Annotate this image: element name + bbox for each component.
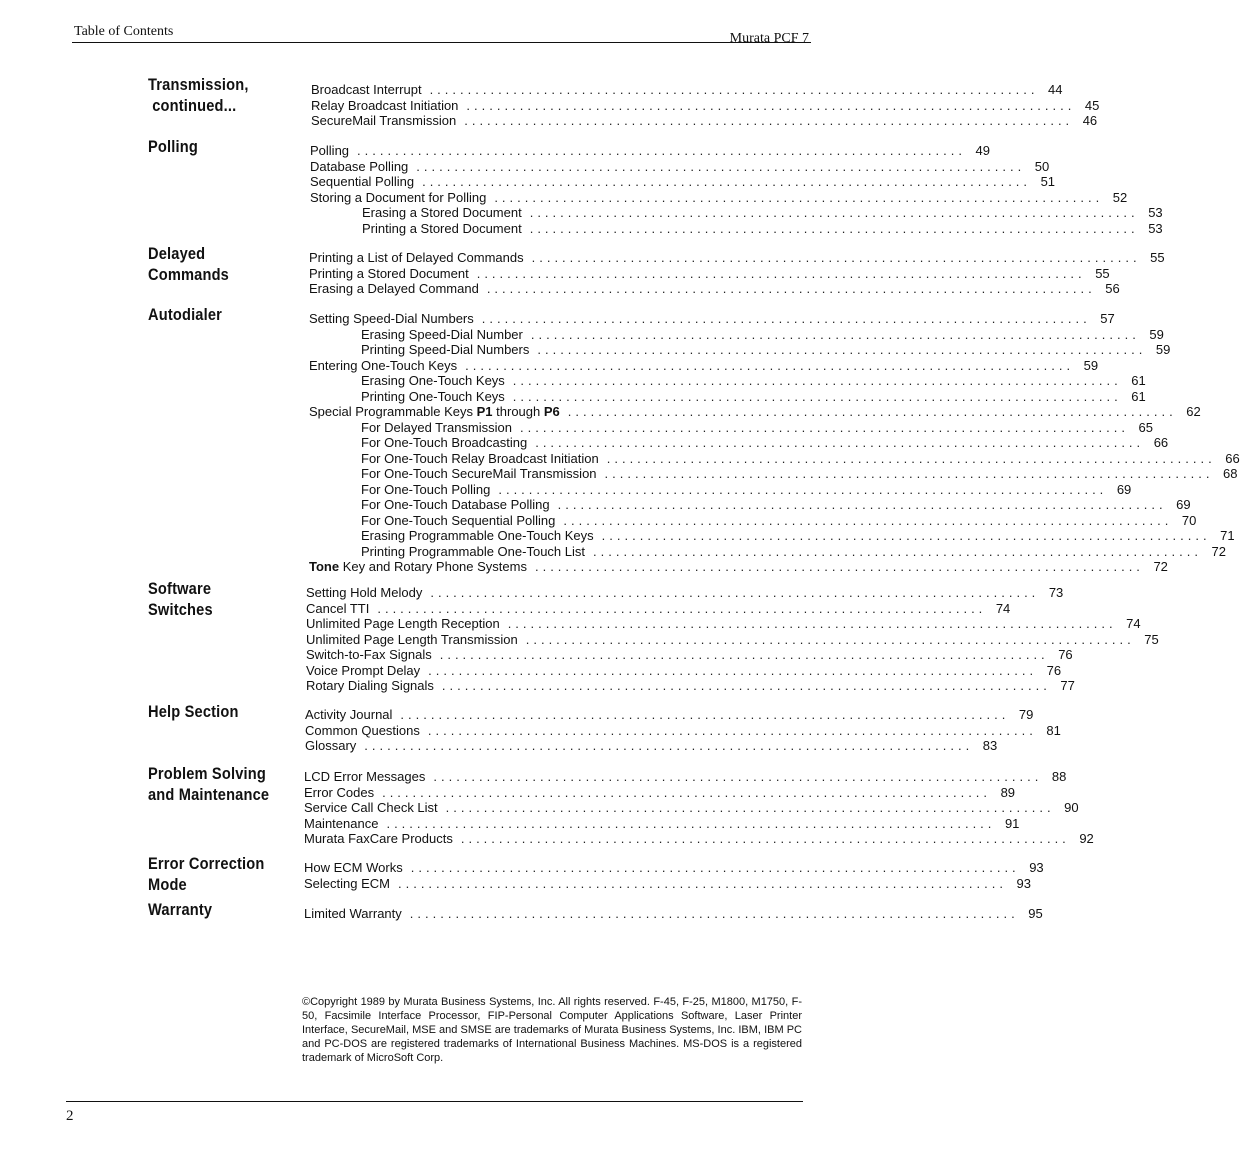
toc-entry <box>361 497 1191 513</box>
section-title: Help Section <box>148 702 239 721</box>
toc-entry <box>309 281 1120 297</box>
toc-entry-page: 55 <box>1150 250 1165 265</box>
toc-entry-label: Murata FaxCare Products <box>304 831 453 846</box>
toc-entry-label: Unlimited Page Length Transmission <box>306 631 518 647</box>
dot-leader: ................................................................................ <box>357 143 966 158</box>
toc-entry-page: 90 <box>1064 800 1079 815</box>
toc-entry-page: 46 <box>1082 113 1098 128</box>
toc-entry <box>304 860 1044 876</box>
toc-entry-label: Error Codes <box>304 784 375 800</box>
toc-entry-label: For One-Touch Relay Broadcast Initiation <box>361 450 599 466</box>
dot-leader: ................................................................................ <box>441 678 1051 693</box>
dot-leader: ................................................................................ <box>364 738 974 753</box>
toc-entry <box>362 220 1163 237</box>
toc-entry-label: Printing Programmable One-Touch List <box>361 543 585 559</box>
toc-entry <box>305 738 998 754</box>
toc-entry-label: Storing a Document for Polling <box>310 189 487 205</box>
dot-leader: ................................................................................ <box>512 373 1122 388</box>
toc-entry <box>311 113 1098 129</box>
toc-entry-page: 66 <box>1153 435 1169 450</box>
running-header-right: Murata PCF 7 <box>729 31 809 46</box>
dot-leader: ................................................................................ <box>604 466 1214 481</box>
footer-rule <box>66 1101 803 1102</box>
toc-entry <box>310 174 1056 190</box>
toc-entry-label: Maintenance <box>304 815 379 831</box>
running-header-left: Table of Contents <box>74 24 174 39</box>
toc-entry-page: 77 <box>1060 678 1075 693</box>
toc-entry-page: 81 <box>1046 722 1061 738</box>
dot-leader: ................................................................................ <box>529 220 1139 236</box>
copyright-notice: ©Copyright 1989 by Murata Business Systems, Inc. All rights reserved. F-45, F-25, M1800, M1750, F-50, Facsimile Interface Processor, FIP-Personal Computer Applications Software, Laser Printer Interface, SecureMail, MSE and SMSE are trademarks of Murata Business Systems, Inc. IBM, IBM PC and PC-DOS are registered trademarks of International Business Machines. MS-DOS is a registered trademark of MicroSoft Corp. <box>302 996 802 1064</box>
dot-leader: ................................................................................ <box>397 875 1007 891</box>
toc-entry-page: 89 <box>1000 784 1016 800</box>
toc-entry-page: 88 <box>1051 769 1067 784</box>
toc-entry-page: 52 <box>1112 189 1128 205</box>
dot-leader: ................................................................................ <box>520 419 1129 435</box>
dot-leader: ................................................................................ <box>567 404 1177 419</box>
toc-entry-label: Cancel TTI <box>306 600 370 616</box>
toc-entry-label: LCD Error Messages <box>304 769 426 784</box>
toc-entry <box>361 326 1164 343</box>
toc-entry-label: Voice Prompt Delay <box>306 662 421 678</box>
section-title: Problem Solving and Maintenance <box>148 764 270 804</box>
toc-entry-page: 83 <box>982 738 998 753</box>
toc-entry <box>304 800 1079 816</box>
dot-leader: ................................................................................ <box>486 281 1096 296</box>
toc-entry-page: 53 <box>1148 220 1163 236</box>
toc-entry-page: 79 <box>1018 707 1034 722</box>
toc-entry <box>304 875 1031 892</box>
dot-leader: ................................................................................ <box>430 585 1040 600</box>
toc-entry-page: 49 <box>975 143 990 158</box>
toc-entry-label: For One-Touch SecureMail Transmission <box>361 466 597 481</box>
dot-leader: ................................................................................ <box>557 497 1167 512</box>
toc-entry-label: Erasing a Stored Document <box>362 205 522 220</box>
toc-entry-label: Setting Hold Melody <box>306 585 423 600</box>
toc-entry-label: Printing a List of Delayed Commands <box>309 250 524 265</box>
toc-entry <box>306 600 1011 617</box>
dot-leader: ................................................................................ <box>445 800 1055 815</box>
toc-entry-page: 44 <box>1048 82 1063 97</box>
toc-entry <box>304 815 1020 832</box>
dot-leader: ................................................................................ <box>593 543 1202 559</box>
dot-leader: ................................................................................ <box>534 559 1144 574</box>
toc-entry-label: Erasing Speed-Dial Number <box>361 326 523 342</box>
dot-leader: ................................................................................ <box>433 769 1043 784</box>
toc-entry-page: 74 <box>1126 616 1141 631</box>
toc-entry-page: 76 <box>1058 647 1073 662</box>
section-title: Warranty <box>148 900 213 919</box>
toc-entry <box>361 450 1240 467</box>
section-title: Autodialer <box>148 305 223 324</box>
toc-entry <box>306 678 1075 694</box>
toc-entry-label: Glossary <box>305 738 357 753</box>
toc-entry-label: Selecting ECM <box>304 875 390 891</box>
toc-entry-label: Setting Speed-Dial Numbers <box>309 311 474 326</box>
toc-entry <box>361 528 1235 544</box>
dot-leader: ................................................................................ <box>409 906 1019 921</box>
toc-entry <box>309 357 1099 374</box>
toc-entry-label: Broadcast Interrupt <box>311 82 422 97</box>
toc-entry-label: Service Call Check List <box>304 800 438 815</box>
section-title: Transmission, continued... <box>148 75 249 115</box>
toc-entry-label: How ECM Works <box>304 860 403 875</box>
header-rule <box>72 42 811 43</box>
toc-entry-page: 92 <box>1079 831 1094 846</box>
toc-entry-page: 72 <box>1211 543 1226 559</box>
toc-entry-label: Tone Key and Rotary Phone Systems <box>309 559 527 574</box>
dot-leader: ................................................................................ <box>416 158 1026 174</box>
toc-entry-page: 55 <box>1095 265 1110 281</box>
toc-entry <box>361 543 1226 560</box>
section-title: Delayed Commands <box>148 244 229 284</box>
dot-leader: ................................................................................ <box>465 357 1075 373</box>
dot-leader: ................................................................................ <box>481 311 1091 326</box>
toc-entry <box>362 205 1163 221</box>
dot-leader: ................................................................................ <box>531 250 1141 265</box>
toc-entry-page: 76 <box>1046 662 1062 678</box>
dot-leader: ................................................................................ <box>382 784 992 800</box>
toc-entry-page: 69 <box>1176 497 1191 512</box>
toc-entry-label: Activity Journal <box>305 707 393 722</box>
dot-leader: ................................................................................ <box>507 616 1117 631</box>
toc-entry-page: 73 <box>1048 585 1064 600</box>
toc-entry <box>361 373 1146 389</box>
toc-entry <box>311 97 1100 114</box>
toc-entry-label: Printing One-Touch Keys <box>361 388 505 404</box>
toc-entry-label: Printing a Stored Document <box>309 265 469 281</box>
toc-entry <box>309 404 1201 420</box>
toc-entry-page: 93 <box>1016 875 1031 891</box>
toc-entry-label: Switch-to-Fax Signals <box>306 647 432 662</box>
section-title: Polling <box>148 137 198 156</box>
dot-leader: ................................................................................ <box>537 342 1147 357</box>
toc-entry <box>309 265 1110 282</box>
toc-entry-label: Erasing a Delayed Command <box>309 281 479 296</box>
toc-entry <box>306 616 1141 632</box>
toc-entry <box>304 769 1067 785</box>
dot-leader: ................................................................................ <box>439 647 1049 662</box>
dot-leader: ................................................................................ <box>466 97 1076 113</box>
toc-entry-page: 57 <box>1100 311 1115 326</box>
toc-entry-label: Limited Warranty <box>304 906 402 921</box>
dot-leader: ................................................................................ <box>530 326 1140 342</box>
toc-entry <box>361 388 1146 405</box>
dot-leader: ................................................................................ <box>400 707 1010 722</box>
section-title: Error Correction Mode <box>148 854 265 894</box>
toc-entry-label: Printing Speed-Dial Numbers <box>361 342 530 357</box>
toc-entry-page: 65 <box>1138 419 1153 435</box>
toc-entry-label: For One-Touch Database Polling <box>361 497 550 512</box>
dot-leader: ................................................................................ <box>563 512 1173 528</box>
toc-entry <box>361 512 1197 529</box>
toc-entry-label: Unlimited Page Length Reception <box>306 616 500 631</box>
toc-entry-label: Printing a Stored Document <box>362 220 522 236</box>
dot-leader: ................................................................................ <box>498 481 1108 497</box>
toc-entry <box>306 647 1073 663</box>
toc-entry-label: For One-Touch Sequential Polling <box>361 512 556 528</box>
dot-leader: ................................................................................ <box>494 189 1104 205</box>
dot-leader: ................................................................................ <box>606 450 1216 466</box>
toc-entry-page: 68 <box>1223 466 1238 481</box>
dot-leader: ................................................................................ <box>422 174 1032 189</box>
toc-entry-page: 66 <box>1225 450 1240 466</box>
toc-entry <box>310 143 990 159</box>
toc-entry-page: 70 <box>1181 512 1197 528</box>
toc-entry-label: Erasing One-Touch Keys <box>361 373 505 388</box>
toc-entry-page: 59 <box>1083 357 1099 373</box>
toc-entry-page: 61 <box>1131 388 1146 404</box>
toc-entry-label: Erasing Programmable One-Touch Keys <box>361 528 594 543</box>
toc-entry-page: 45 <box>1084 97 1100 113</box>
toc-entry <box>309 559 1168 575</box>
toc-entry-page: 71 <box>1220 528 1235 543</box>
toc-entry-page: 59 <box>1155 342 1171 357</box>
toc-entry-label: Special Programmable Keys P1 through P6 <box>309 404 560 419</box>
toc-entry <box>311 82 1063 98</box>
toc-entry-page: 91 <box>1004 815 1020 831</box>
toc-entry <box>310 158 1050 175</box>
toc-entry <box>361 481 1132 498</box>
toc-entry-page: 50 <box>1034 158 1050 174</box>
dot-leader: ................................................................................ <box>529 205 1139 220</box>
toc-entry <box>305 722 1061 739</box>
dot-leader: ................................................................................ <box>386 815 996 831</box>
toc-entry <box>305 707 1034 723</box>
toc-entry-page: 56 <box>1105 281 1120 296</box>
toc-entry-label: Rotary Dialing Signals <box>306 678 434 693</box>
toc-entry-page: 51 <box>1040 174 1056 189</box>
toc-entry-page: 74 <box>995 600 1011 616</box>
page-number: 2 <box>66 1108 74 1124</box>
toc-entry-page: 93 <box>1029 860 1044 875</box>
dot-leader: ................................................................................ <box>377 600 987 616</box>
toc-entry <box>306 585 1064 601</box>
toc-entry-page: 69 <box>1116 481 1132 497</box>
toc-entry-page: 59 <box>1149 326 1164 342</box>
toc-entry <box>361 435 1169 451</box>
toc-entry <box>361 342 1171 358</box>
toc-entry-label: Sequential Polling <box>310 174 415 189</box>
toc-entry-label: Database Polling <box>310 158 409 174</box>
dot-leader: ................................................................................ <box>601 528 1211 543</box>
toc-entry-page: 61 <box>1131 373 1146 388</box>
toc-entry-page: 53 <box>1148 205 1163 220</box>
section-title: Software Switches <box>148 579 213 619</box>
toc-entry-page: 72 <box>1153 559 1168 574</box>
toc-entry <box>304 831 1094 847</box>
toc-entry-label: SecureMail Transmission <box>311 113 457 128</box>
toc-entry-label: For One-Touch Polling <box>361 481 491 497</box>
toc-entry-page: 62 <box>1186 404 1201 419</box>
dot-leader: ................................................................................ <box>535 435 1145 450</box>
toc-entry-label: Common Questions <box>305 722 420 738</box>
toc-entry-label: Polling <box>310 143 350 158</box>
toc-entry-page: 95 <box>1028 906 1043 921</box>
dot-leader: ................................................................................ <box>427 722 1037 738</box>
toc-entry <box>310 189 1128 206</box>
dot-leader: ................................................................................ <box>464 113 1074 128</box>
dot-leader: ................................................................................ <box>476 265 1086 281</box>
toc-entry <box>309 311 1115 327</box>
toc-entry <box>304 784 1016 801</box>
toc-entry <box>304 906 1043 922</box>
dot-leader: ................................................................................ <box>429 82 1039 97</box>
toc-entry-label: For Delayed Transmission <box>361 419 512 435</box>
dot-leader: ................................................................................ <box>525 631 1135 647</box>
toc-entry-label: Relay Broadcast Initiation <box>311 97 459 113</box>
toc-entry-page: 75 <box>1144 631 1159 647</box>
toc-entry <box>306 662 1062 679</box>
dot-leader: ................................................................................ <box>410 860 1020 875</box>
dot-leader: ................................................................................ <box>512 388 1122 404</box>
toc-entry <box>309 250 1165 266</box>
toc-entry-label: For One-Touch Broadcasting <box>361 435 528 450</box>
toc-entry-label: Entering One-Touch Keys <box>309 357 458 373</box>
toc-entry <box>306 631 1159 648</box>
dot-leader: ................................................................................ <box>460 831 1070 846</box>
toc-entry <box>361 466 1238 482</box>
dot-leader: ................................................................................ <box>428 662 1038 678</box>
toc-entry <box>361 419 1153 436</box>
